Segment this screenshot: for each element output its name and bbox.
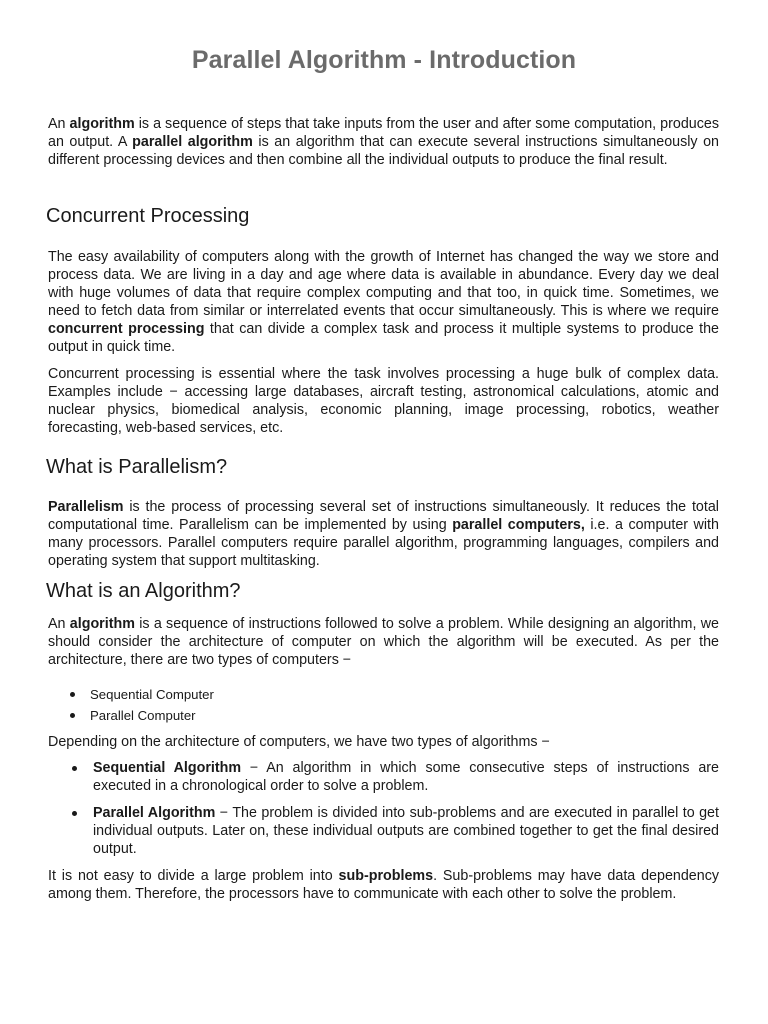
- concurrent-paragraph-1: The easy availability of computers along with the growth of Internet has changed the way we store and process data. We are living in a day and age where data is available in abundance. Every day we deal with huge volumes of data that require complex computing and that too, in quick time. Sometimes, we need to fetch data from similar or interrelated events that occur simultaneously. This is where we require concurrent processing that can divide a complex task and process it multiple systems to produce the output in quick time.: [48, 249, 719, 355]
- concurrent-paragraph-2: Concurrent processing is essential where the task involves processing a huge bulk of complex data. Examples include − accessing large databases, aircraft testing, astronomical calculations, atomic and nuclear physics, biomedical analysis, economic planning, image processing, robotics, weather forecasting, web-based services, etc.: [48, 366, 719, 436]
- page-title: Parallel Algorithm - Introduction: [191, 46, 577, 74]
- algorithm-types-list: [48, 759, 719, 867]
- intro-paragraph: An algorithm is a sequence of steps that take inputs from the user and after some computation, produces an output. A parallel algorithm is an algorithm that can execute several instructions simultaneously on different processing devices and then combine all the individual outputs to produce the final result.: [48, 116, 719, 168]
- algorithm-paragraph-3: It is not easy to divide a large problem into sub-problems. Sub-problems may have data dependency among them. Therefore, the processors have to communicate with each other to solve the problem.: [48, 868, 720, 902]
- list-item: Sequential Algorithm − An algorithm in which some consecutive steps of instructions are executed in a chronological order to solve a problem.: [48, 759, 719, 795]
- parallelism-heading: What is Parallelism?: [46, 456, 228, 478]
- algorithm-heading: What is an Algorithm?: [46, 580, 241, 602]
- algorithm-paragraph-2: Depending on the architecture of computers, we have two types of algorithms −: [48, 734, 550, 750]
- bullet-icon: [72, 766, 77, 771]
- list-item: Sequential Computer: [48, 684, 719, 705]
- bullet-icon: [70, 713, 75, 718]
- computer-types-list: [48, 684, 719, 726]
- list-item: Parallel Algorithm − The problem is divided into sub-problems and are executed in parallel to get individual outputs. Later on, these individual outputs are combined together to get the final desired output.: [48, 804, 719, 858]
- bullet-icon: [70, 692, 75, 697]
- parallelism-paragraph: Parallelism is the process of processing several set of instructions simultaneously. It reduces the total computational time. Parallelism can be implemented by using parallel computers, i.e. a computer with many processors. Parallel computers require parallel algorithm, programming languages, compilers and operating system that support multitasking.: [48, 499, 719, 569]
- list-item: Parallel Computer: [48, 705, 719, 726]
- algorithm-paragraph-1: An algorithm is a sequence of instructions followed to solve a problem. While designing an algorithm, we should consider the architecture of computer on which the algorithm will be executed. As per the architecture, there are two types of computers −: [48, 616, 719, 668]
- concurrent-processing-heading: Concurrent Processing: [46, 205, 250, 227]
- bullet-icon: [72, 811, 77, 816]
